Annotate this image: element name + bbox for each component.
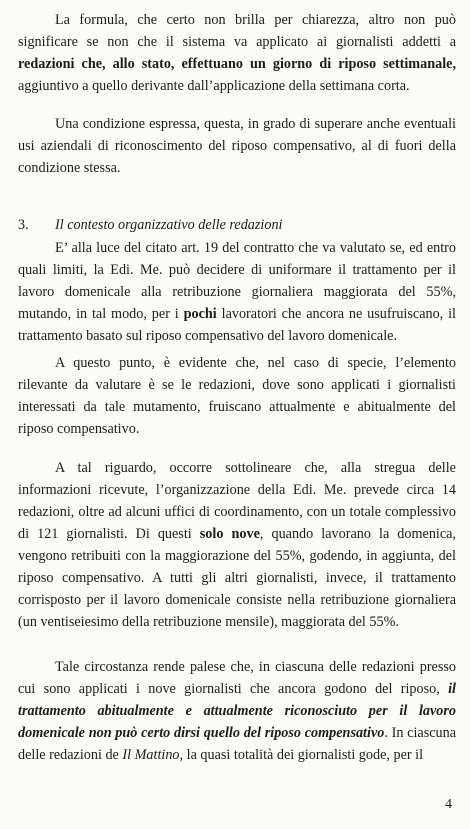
section-number: 3.	[18, 217, 29, 233]
paragraph-6-italic: Il Mattino	[122, 747, 180, 763]
paragraph-5-text-end: , quando lavorano la domenica, vengono retribuiti con la maggiorazione del 55%, godendo, in aggiunta, del riposo compensativo. A tutti gli altri giornalisti, invece, il trattamento corrisposto per il lavoro domenicale consiste nella retribuzione giornaliera (un ventiseiesimo della retribuzione mensile), maggiorata del 55%.	[18, 526, 456, 630]
paragraph-1	[18, 9, 456, 97]
paragraph-5	[18, 457, 456, 633]
section-title: Il contesto organizzativo delle redazioni	[55, 217, 283, 233]
paragraph-5-text: A tal riguardo, occorre sottolineare che, alla stregua delle informazioni ricevute, l’organizzazione della Edi. Me. prevede circa 14 redazioni, oltre ad alcuni uffici di coordinamento, con un totale complessivo di 121 giornalisti. Di questi	[18, 460, 456, 542]
paragraph-3-bold: pochi	[183, 306, 217, 322]
paragraph-6	[18, 656, 456, 766]
paragraph-3	[18, 237, 456, 347]
paragraph-4: A questo punto, è evidente che, nel caso di specie, l’elemento rilevante da valutare è se le redazioni, dove sono applicati i giornalisti interessati da tale mutamento, fruiscano attualmente e abitualmente del riposo compensativo.	[18, 355, 456, 437]
page-number: 4	[445, 797, 452, 812]
section-heading	[18, 214, 456, 236]
paragraph-6-text: Tale circostanza rende palese che, in ciascuna delle redazioni presso cui sono applicati i nove giornalisti che ancora godono del riposo,	[18, 659, 456, 697]
paragraph-1-bold: redazioni che, allo stato, effettuano un giorno di riposo settimanale,	[18, 56, 456, 72]
paragraph-6-bold-italic: il trattamento abitualmente e attualmente riconosciuto per il lavoro domenicale non può certo dirsi quello del riposo compensativo	[18, 681, 456, 741]
paragraph-1-text: La formula, che certo non brilla per chiarezza, altro non può significare se non che il sistema va applicato ai giornalisti addetti a	[18, 12, 456, 50]
paragraph-6-text-mid: . In ciascuna delle redazioni de	[18, 725, 456, 763]
paragraph-5-bold: solo nove	[199, 526, 260, 542]
paragraph-3-text-end: lavoratori che ancora ne usufruiscano, il trattamento basato sul riposo compensativo del lavoro domenicale.	[18, 306, 456, 344]
paragraph-6-text-end: , la quasi totalità dei giornalisti gode, per il	[179, 747, 424, 763]
paragraph-1-text-end: aggiuntivo a quello derivante dall’applicazione della settimana corta.	[18, 78, 410, 94]
paragraph-2: Una condizione espressa, questa, in grado di superare anche eventuali usi aziendali di riconoscimento del riposo compensativo, al di fuori della condizione stessa.	[18, 116, 456, 176]
paragraph-3-text: E’ alla luce del citato art. 19 del contratto che va valutato se, ed entro quali limiti, la Edi. Me. può decidere di uniformare il trattamento per il lavoro domenicale alla retribuzione giornaliera maggiorata del 55%, mutando, in tal modo, per i	[18, 240, 456, 322]
